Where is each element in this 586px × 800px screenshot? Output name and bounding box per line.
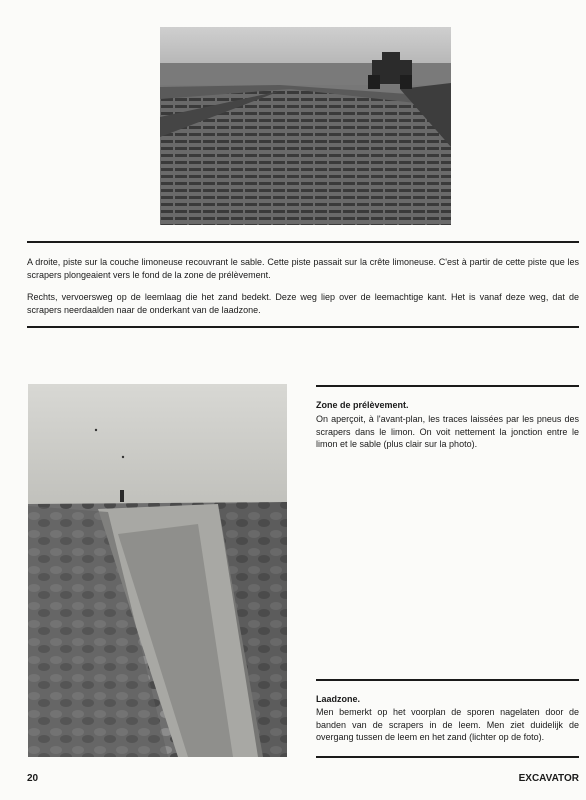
bottom-rule [316,756,579,758]
caption-top-french: A droite, piste sur la couche limoneuse recouvrant le sable. Cette piste passait sur la crête limoneuse. C'est à partir de cette piste que les scrapers plongeaient vers le fond de la zone de prélèvement. [27,257,579,280]
laadzone-caption-title: Laadzone. [316,694,361,704]
photo-loading-zone [28,384,287,757]
photo-scraper-road [160,27,451,225]
zone-caption-text: On aperçoit, à l'avant-plan, les traces laissées par les pneus des scrapers dans le limon. On voit nettement la jonction entre le limon et le sable (plus clair sur la photo). [316,414,579,449]
laadzone-caption-rule [316,679,579,681]
page-number: 20 [27,773,39,784]
laadzone-caption-text: Men bemerkt op het voorplan de sporen nagelaten door de banden van de scrapers in de leem. Men ziet duidelijk de overgang tussen de leem en het zand (lichter op de foto). [316,707,579,742]
caption-top-dutch: Rechts, vervoersweg op de leemlaag die het zand bedekt. Deze weg liep over de leemachtige kant. Het is vanaf deze weg, dat de scrapers neerdaalden naar de onderkant van de laadzone. [27,292,579,315]
magazine-name: EXCAVATOR [518,773,579,784]
top-caption-rule-lower [27,326,579,328]
zone-caption-rule [316,385,579,387]
top-caption-rule-upper [27,241,579,243]
zone-caption-title: Zone de prélèvement. [316,400,409,410]
